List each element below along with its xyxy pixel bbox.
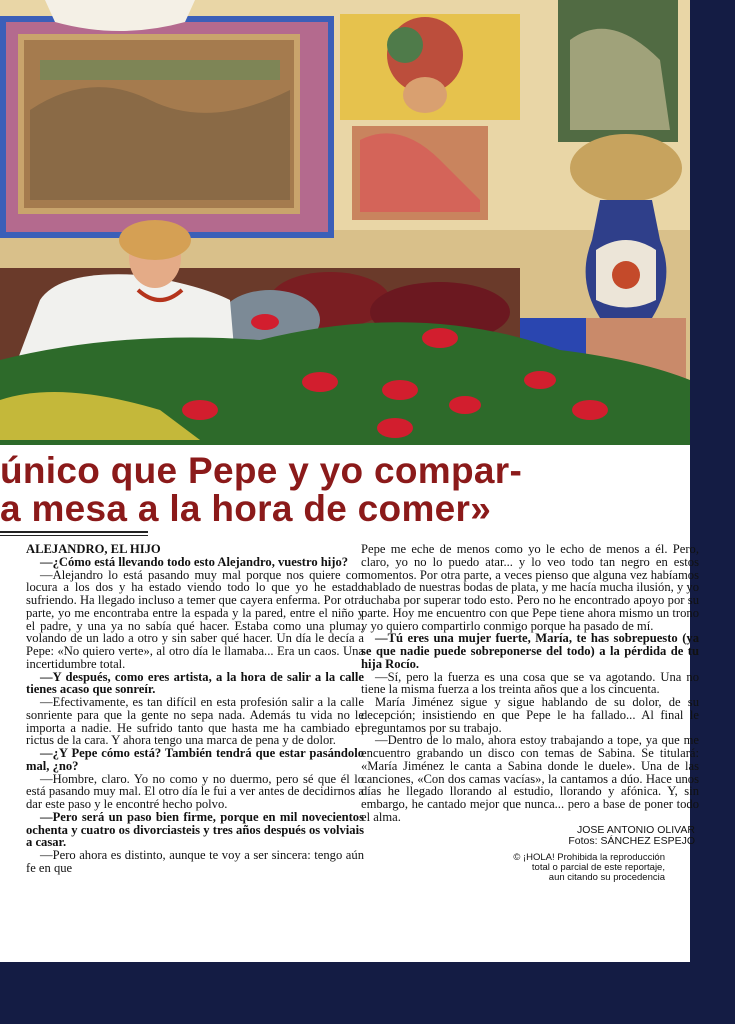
interview-photo — [0, 0, 690, 445]
byline — [361, 825, 699, 847]
headline-line-1: único que Pepe y yo compar- — [0, 452, 523, 491]
copyright-line: total o parcial de este reportaje, — [531, 861, 665, 873]
paragraph: —Tú eres una mujer fuerte, María, te has sobrepuesto (ya se que nadie puede sobreponerse del todo) a la pérdida de tu hija Rocío. — [361, 631, 699, 671]
copyright-notice — [361, 853, 699, 883]
paragraph: —¿Y Pepe cómo está? También tendrá que estar pasándolo mal, ¿no? — [26, 746, 364, 773]
headline-rule-thin — [0, 535, 148, 536]
paragraph: —Y después, como eres artista, a la hora de salir a la calle tienes acaso que sonreír. — [26, 669, 364, 697]
living-room-photo — [0, 0, 690, 445]
paragraph: —Efectivamente, es tan difícil en esta profesión salir a la calle sonriente para que la gente no sepa nada. Además tu vida no le importa a nadie. He sufrido tanto que hasta me ha cambiado el rictus de la cara. Y ahora tengo una marca de pena y de dolor. — [26, 695, 364, 748]
headline — [0, 452, 690, 530]
paragraph: —Alejandro lo está pasando muy mal porque nos quiere con locura a los dos y ha estado viendo todo lo que yo he estado sufriendo. Ha llegado incluso a temer que cayera enferma. Por otra parte, yo me encontraba entre la espada y la pared, entre el niño y el padre, y una ya no sabía qué hacer. Estaba como una pluma, volando de un lado a otro y sin saber qué hacer. Un día le decía a Pepe: «No quiero verte», al otro día le llamaba... Era un caos. Una incertidumbre total. — [26, 567, 364, 671]
paragraph: Pepe me eche de menos como yo le echo de menos a él. Pero, claro, yo no lo puedo atar... y lo veo todo tan negro en estos momentos. Por otra parte, a veces pienso que alguna vez habíamos hablado de nuestras bodas de plata, y me hacía mucha ilusión, y yo luchaba por superar todo esto. Pero no he encontrado apoyo por su parte. Hoy me encuentro con que Pepe tiene ahora mismo un trono y yo quiero compartirlo conmigo porque ha pasado de mí. — [361, 542, 699, 633]
paragraph: María Jiménez sigue y sigue hablando de su dolor, de su decepción; insistiendo en que Pepe le ha fallado... Al final le preguntamos por su trabajo. — [361, 695, 699, 735]
paragraph: —Sí, pero la fuerza es una cosa que se va agotando. Una no tiene la misma fuerza a los treinta años que a los cincuenta. — [361, 669, 699, 697]
paragraph: —¿Cómo está llevando todo esto Alejandro, vuestro hijo? — [40, 554, 349, 569]
headline-line-2: a mesa a la hora de comer» — [0, 488, 492, 529]
photo-credit: Fotos: SÁNCHEZ ESPEJO — [568, 834, 695, 847]
copyright-line: © ¡HOLA! Prohibida la reproducción — [513, 851, 665, 863]
paragraph: —Pero ahora es distinto, aunque te voy a ser sincera: tengo aún fe en que — [26, 848, 364, 875]
text-column-left — [26, 543, 364, 875]
headline-rule — [0, 531, 148, 533]
copyright-line: aun citando su procedencia — [548, 871, 665, 883]
dried-flowers — [570, 134, 682, 202]
author-credit: JOSE ANTONIO OLIVAR — [576, 823, 695, 836]
paragraph: —Hombre, claro. Yo no como y no duermo, pero sé que él lo está pasando muy mal. El otro día le fui a ver antes de decidirnos a dar este paso y le encontré hecho polvo. — [26, 771, 364, 811]
paragraph: —Dentro de lo malo, ahora estoy trabajando a tope, ya que me encuentro grabando un disco con temas de Sabina. Se titulará: «María Jiménez le canta a Sabina donde le duele». Una de las canciones, «Con dos camas vacías», la cantamos a dúo. Hace unos días he llegado llorando al estudio, llorando y afónica. Y, sin embargo, he cantado mejor que nunca... pero a base de poner todo el alma. — [361, 733, 699, 824]
paragraph: —Pero será un paso bien firme, porque en mil novecientos ochenta y cuatro os divorciasteis y tres años después os volviais a casar. — [26, 809, 364, 850]
section-heading: ALEJANDRO, EL HIJO — [26, 542, 161, 556]
text-column-right — [361, 543, 699, 883]
